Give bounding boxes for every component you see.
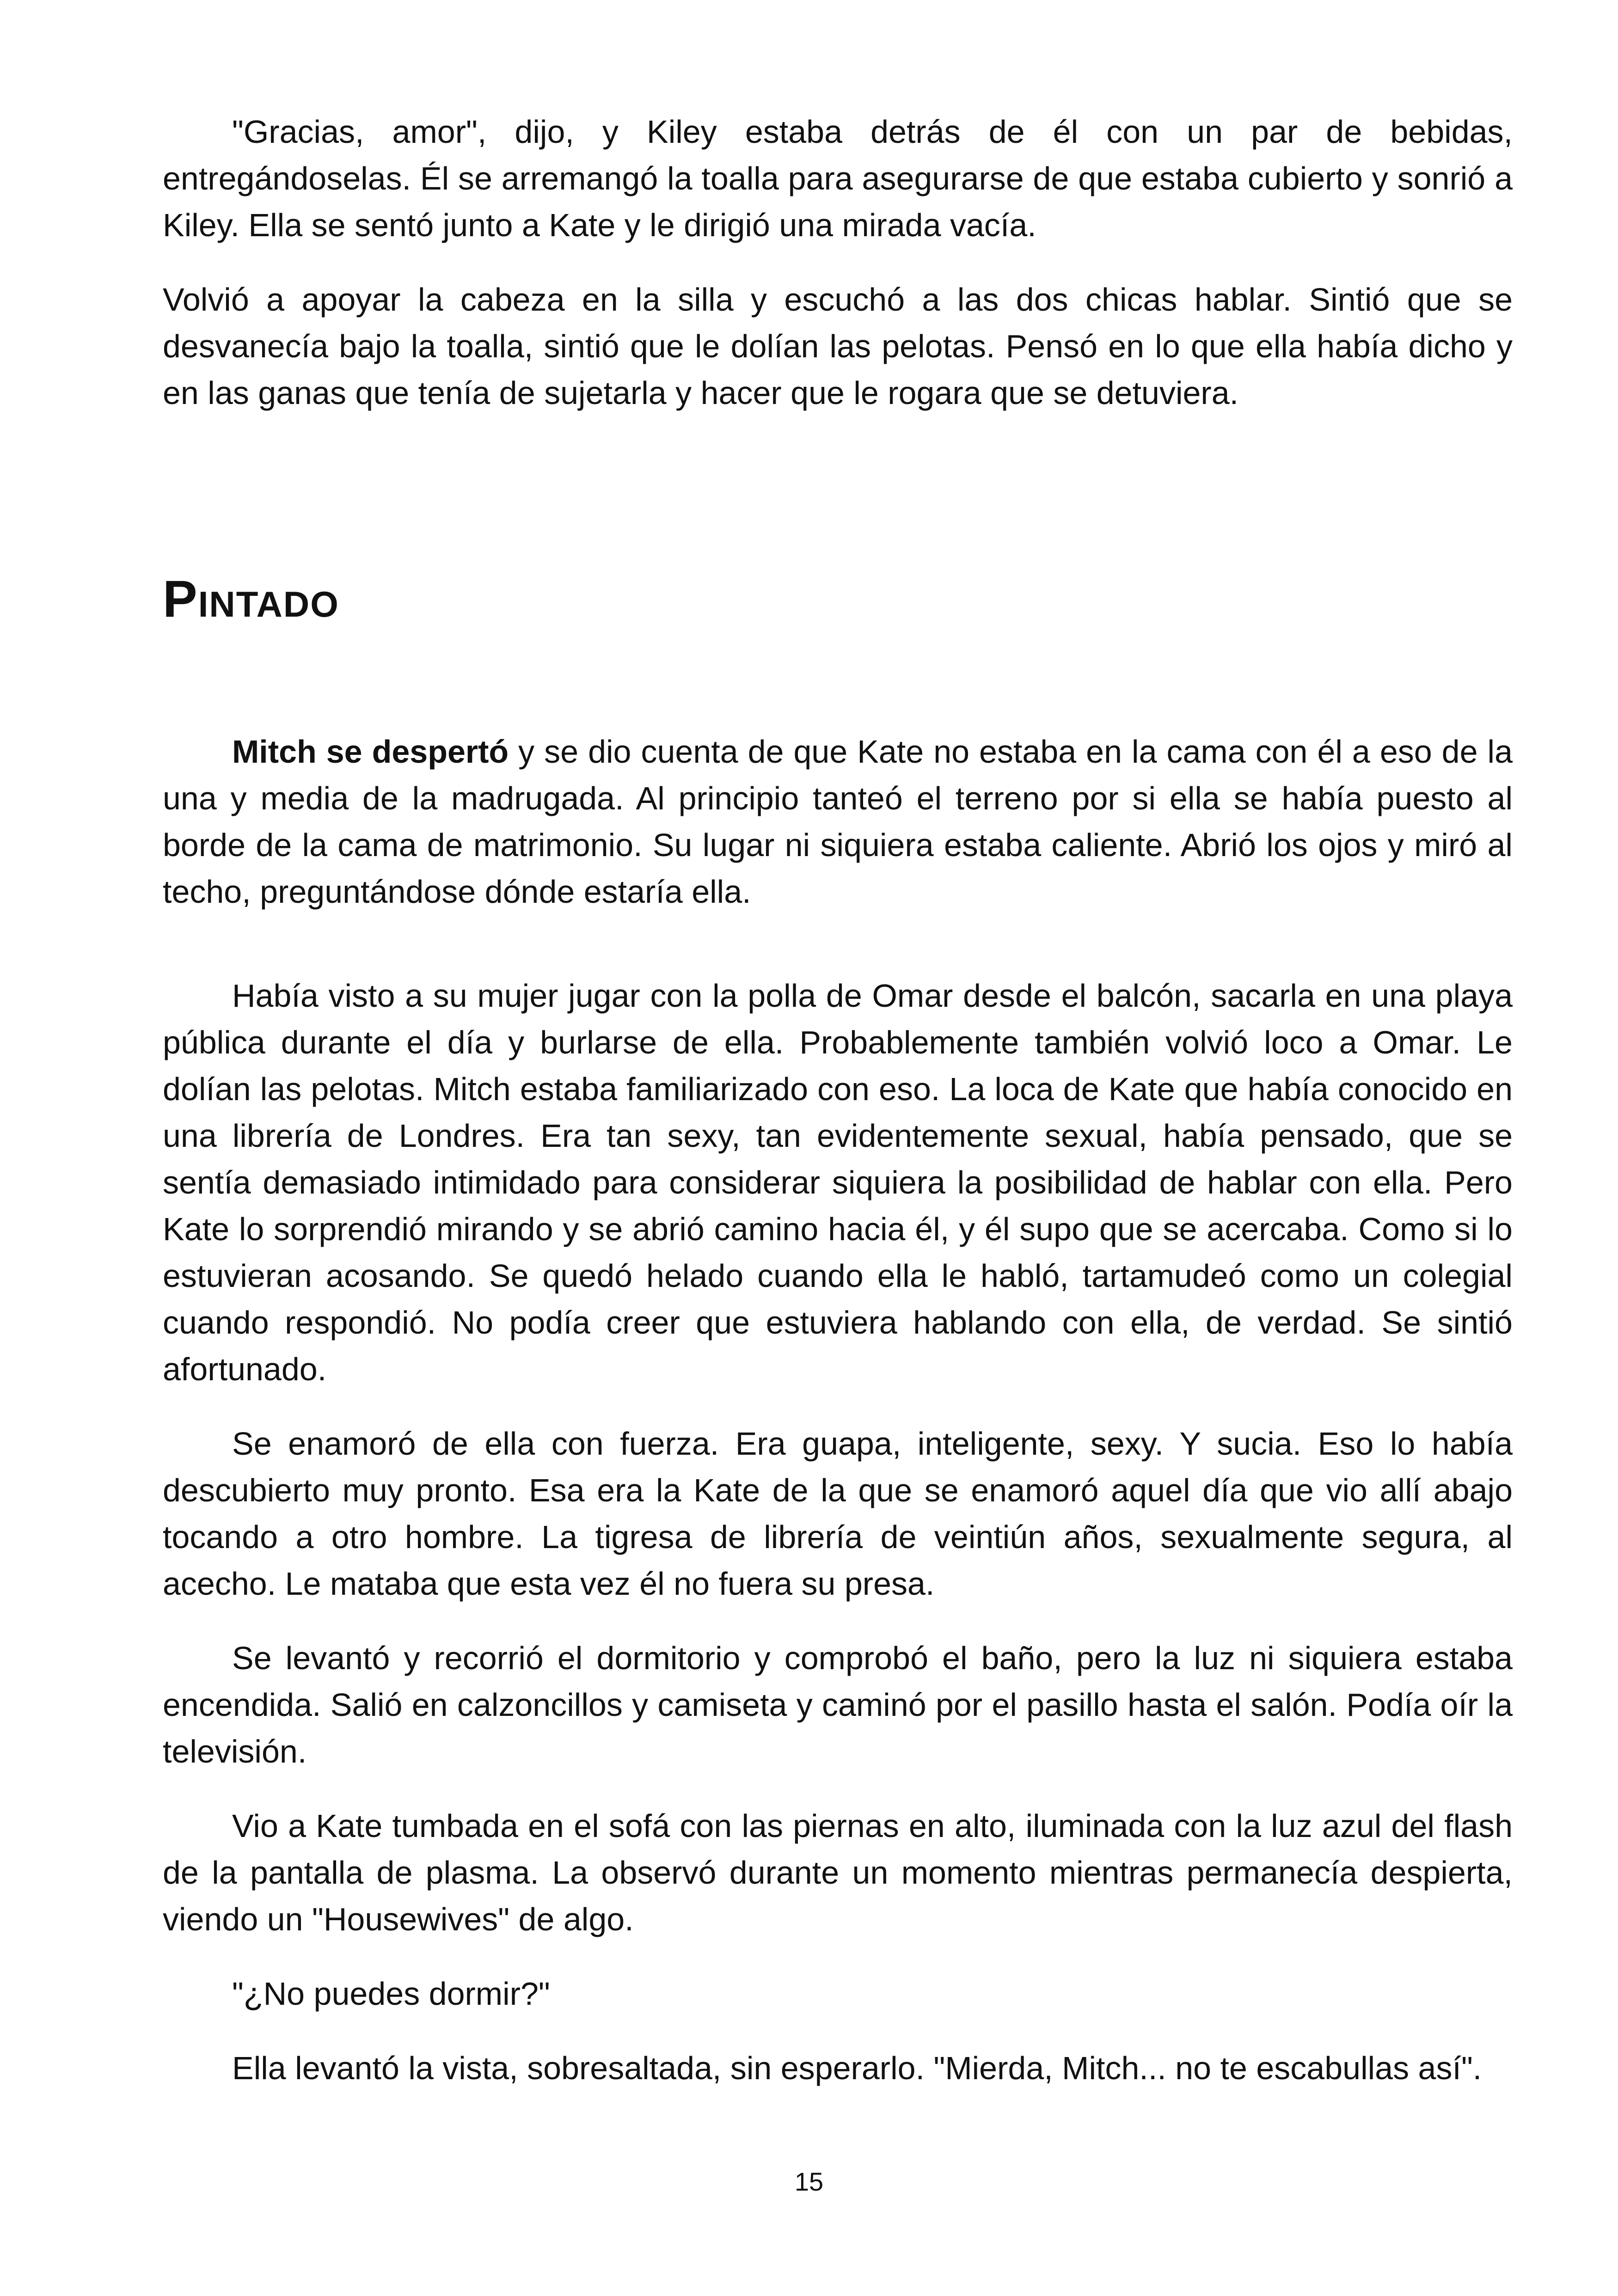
lead-rest-text: y se dio cuenta de que Kate no estaba en la cama con él a eso de la una y media de la madrugada. Al principio tanteó el terreno por si ella se había puesto al borde de la cama de matrimonio. Su lugar ni siquiera estaba caliente. Abrió los ojos y miró al techo, preguntándose dónde estaría ella.: [163, 734, 1513, 910]
page-number: 15: [794, 2167, 824, 2196]
lead-bold-text: Mitch se despertó: [232, 734, 509, 770]
paragraph-se-enamoro: Se enamoró de ella con fuerza. Era guapa, inteligente, sexy. Y sucia. Eso lo había descubierto muy pronto. Esa era la Kate de la que se enamoró aquel día que vio allí abajo tocando a otro hombre. La tigresa de librería de veintiún años, sexualmente segura, al acecho. Le mataba que esta vez él no fuera su presa.: [163, 1426, 1513, 1602]
paragraph-no-puedes-dormir: "¿No puedes dormir?": [232, 1976, 550, 2012]
paragraph-habia-visto: Había visto a su mujer jugar con la polla de Omar desde el balcón, sacarla en una playa pública durante el día y burlarse de ella. Probablemente también volvió loco a Omar. Le dolían las pelotas. Mitch estaba familiarizado con eso. La loca de Kate que había conocido en una librería de Londres. Era tan sexy, tan evidentemente sexual, había pensado, que se sentía demasiado intimidado para considerar siquiera la posibilidad de hablar con ella. Pero Kate lo sorprendió mirando y se abrió camino hacia él, y él supo que se acercaba. Como si lo estuvieran acosando. Se quedó helado cuando ella le habló, tartamudeó como un colegial cuando respondió. No podía creer que estuviera hablando con ella, de verdad. Se sintió afortunado.: [163, 978, 1513, 1387]
paragraph-ella-levanto: Ella levantó la vista, sobresaltada, sin esperarlo. "Mierda, Mitch... no te escabullas así".: [232, 2050, 1482, 2086]
chapter-title: Pintado: [163, 570, 339, 628]
paragraph-volvio: Volvió a apoyar la cabeza en la silla y escuchó a las dos chicas hablar. Sintió que se desvanecía bajo la toalla, sintió que le dolían las pelotas. Pensó en lo que ella había dicho y en las ganas que tenía de sujetarla y hacer que le rogara que se detuviera.: [163, 282, 1513, 411]
paragraph-se-levanto: Se levantó y recorrió el dormitorio y comprobó el baño, pero la luz ni siquiera estaba encendida. Salió en calzoncillos y camiseta y caminó por el pasillo hasta el salón. Podía oír la televisión.: [163, 1640, 1513, 1769]
paragraph-vio-a-kate: Vio a Kate tumbada en el sofá con las piernas en alto, iluminada con la luz azul del flash de la pantalla de plasma. La observó durante un momento mientras permanecía despierta, viendo un "Housewives" de algo.: [163, 1808, 1513, 1937]
paragraph-gracias: "Gracias, amor", dijo, y Kiley estaba detrás de él con un par de bebidas, entregándoselas. Él se arremangó la toalla para asegurarse de que estaba cubierto y sonrió a Kiley. Ella se sentó junto a Kate y le dirigió una mirada vacía.: [163, 114, 1513, 243]
paragraph-mitch-desperto: [163, 729, 1513, 915]
page-content: [163, 109, 1513, 2092]
